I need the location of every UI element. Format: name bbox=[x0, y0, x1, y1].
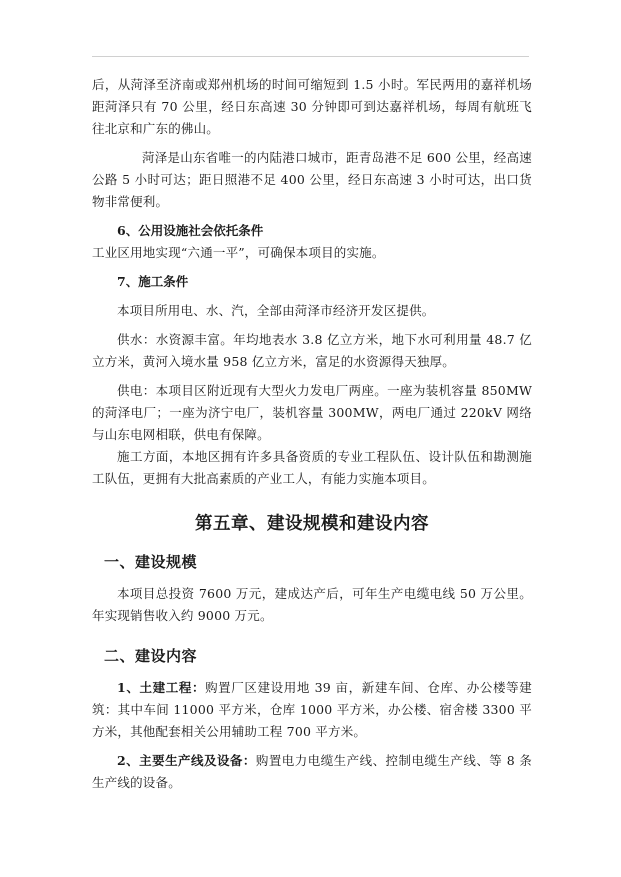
civil-works-lead: 1、土建工程： bbox=[117, 680, 206, 695]
chapter-title: 第五章、建设规模和建设内容 bbox=[195, 514, 429, 534]
paragraph-production-lines bbox=[92, 750, 532, 794]
document-body bbox=[92, 74, 532, 794]
civil-works-text: 购置厂区建设用地 39 亩，新建车间、仓库、办公楼等建筑：其中车间 11000 平方米，仓库 1000 平方米，办公楼、宿舍楼 3300 平方米，其他配套相关公用辅助工程 700 平方米。 bbox=[92, 680, 532, 739]
production-lines-text: 购置电力电缆生产线、控制电缆生产线、等 8 条生产线的设备。 bbox=[92, 753, 532, 790]
paragraph-civil-works bbox=[92, 677, 532, 743]
section-heading-public-facilities: 6、公用设施社会依托条件 bbox=[117, 223, 264, 238]
paragraph-public-facilities: 工业区用地实现“六通一平”，可确保本项目的实施。 bbox=[92, 245, 385, 260]
section-title-content: 二、建设内容 bbox=[104, 647, 198, 665]
paragraph-port-access: 菏泽是山东省唯一的内陆港口城市，距青岛港不足 600 公里，经高速公路 5 小时可达；距日照港不足 400 公里，经日东高速 3 小时可达，出口货物非常便利。 bbox=[92, 150, 532, 209]
section-title-scale: 一、建设规模 bbox=[104, 553, 198, 571]
paragraph-water-supply: 供水：水资源丰富。年均地表水 3.8 亿立方米，地下水可利用量 48.7 亿立方米，黄河入境水量 958 亿立方米，富足的水资源得天独厚。 bbox=[92, 332, 532, 369]
page-header-rule bbox=[92, 56, 529, 57]
section-heading-construction-conditions: 7、施工条件 bbox=[117, 274, 189, 289]
paragraph-construction-scale: 本项目总投资 7600 万元，建成达产后，可年生产电缆电线 50 万公里。年实现销售收入约 9000 万元。 bbox=[92, 586, 532, 623]
paragraph-airport-access: 后，从菏泽至济南或郑州机场的时间可缩短到 1.5 小时。军民两用的嘉祥机场距菏泽只有 70 公里，经日东高速 30 分钟即可到达嘉祥机场，每周有航班飞往北京和广东的佛山。 bbox=[92, 77, 532, 136]
paragraph-utilities: 本项目所用电、水、汽，全部由菏泽市经济开发区提供。 bbox=[117, 303, 435, 318]
paragraph-power-supply: 供电：本项目区附近现有大型火力发电厂两座。一座为装机容量 850MW 的菏泽电厂；一座为济宁电厂，装机容量 300MW，两电厂通过 220kV 网络与山东电网相联，供电有保障。 bbox=[92, 383, 532, 442]
production-lines-lead: 2、主要生产线及设备： bbox=[117, 753, 256, 768]
paragraph-construction-teams: 施工方面，本地区拥有许多具备资质的专业工程队伍、设计队伍和勘测施工队伍，更拥有大批高素质的产业工人，有能力实施本项目。 bbox=[92, 449, 532, 486]
